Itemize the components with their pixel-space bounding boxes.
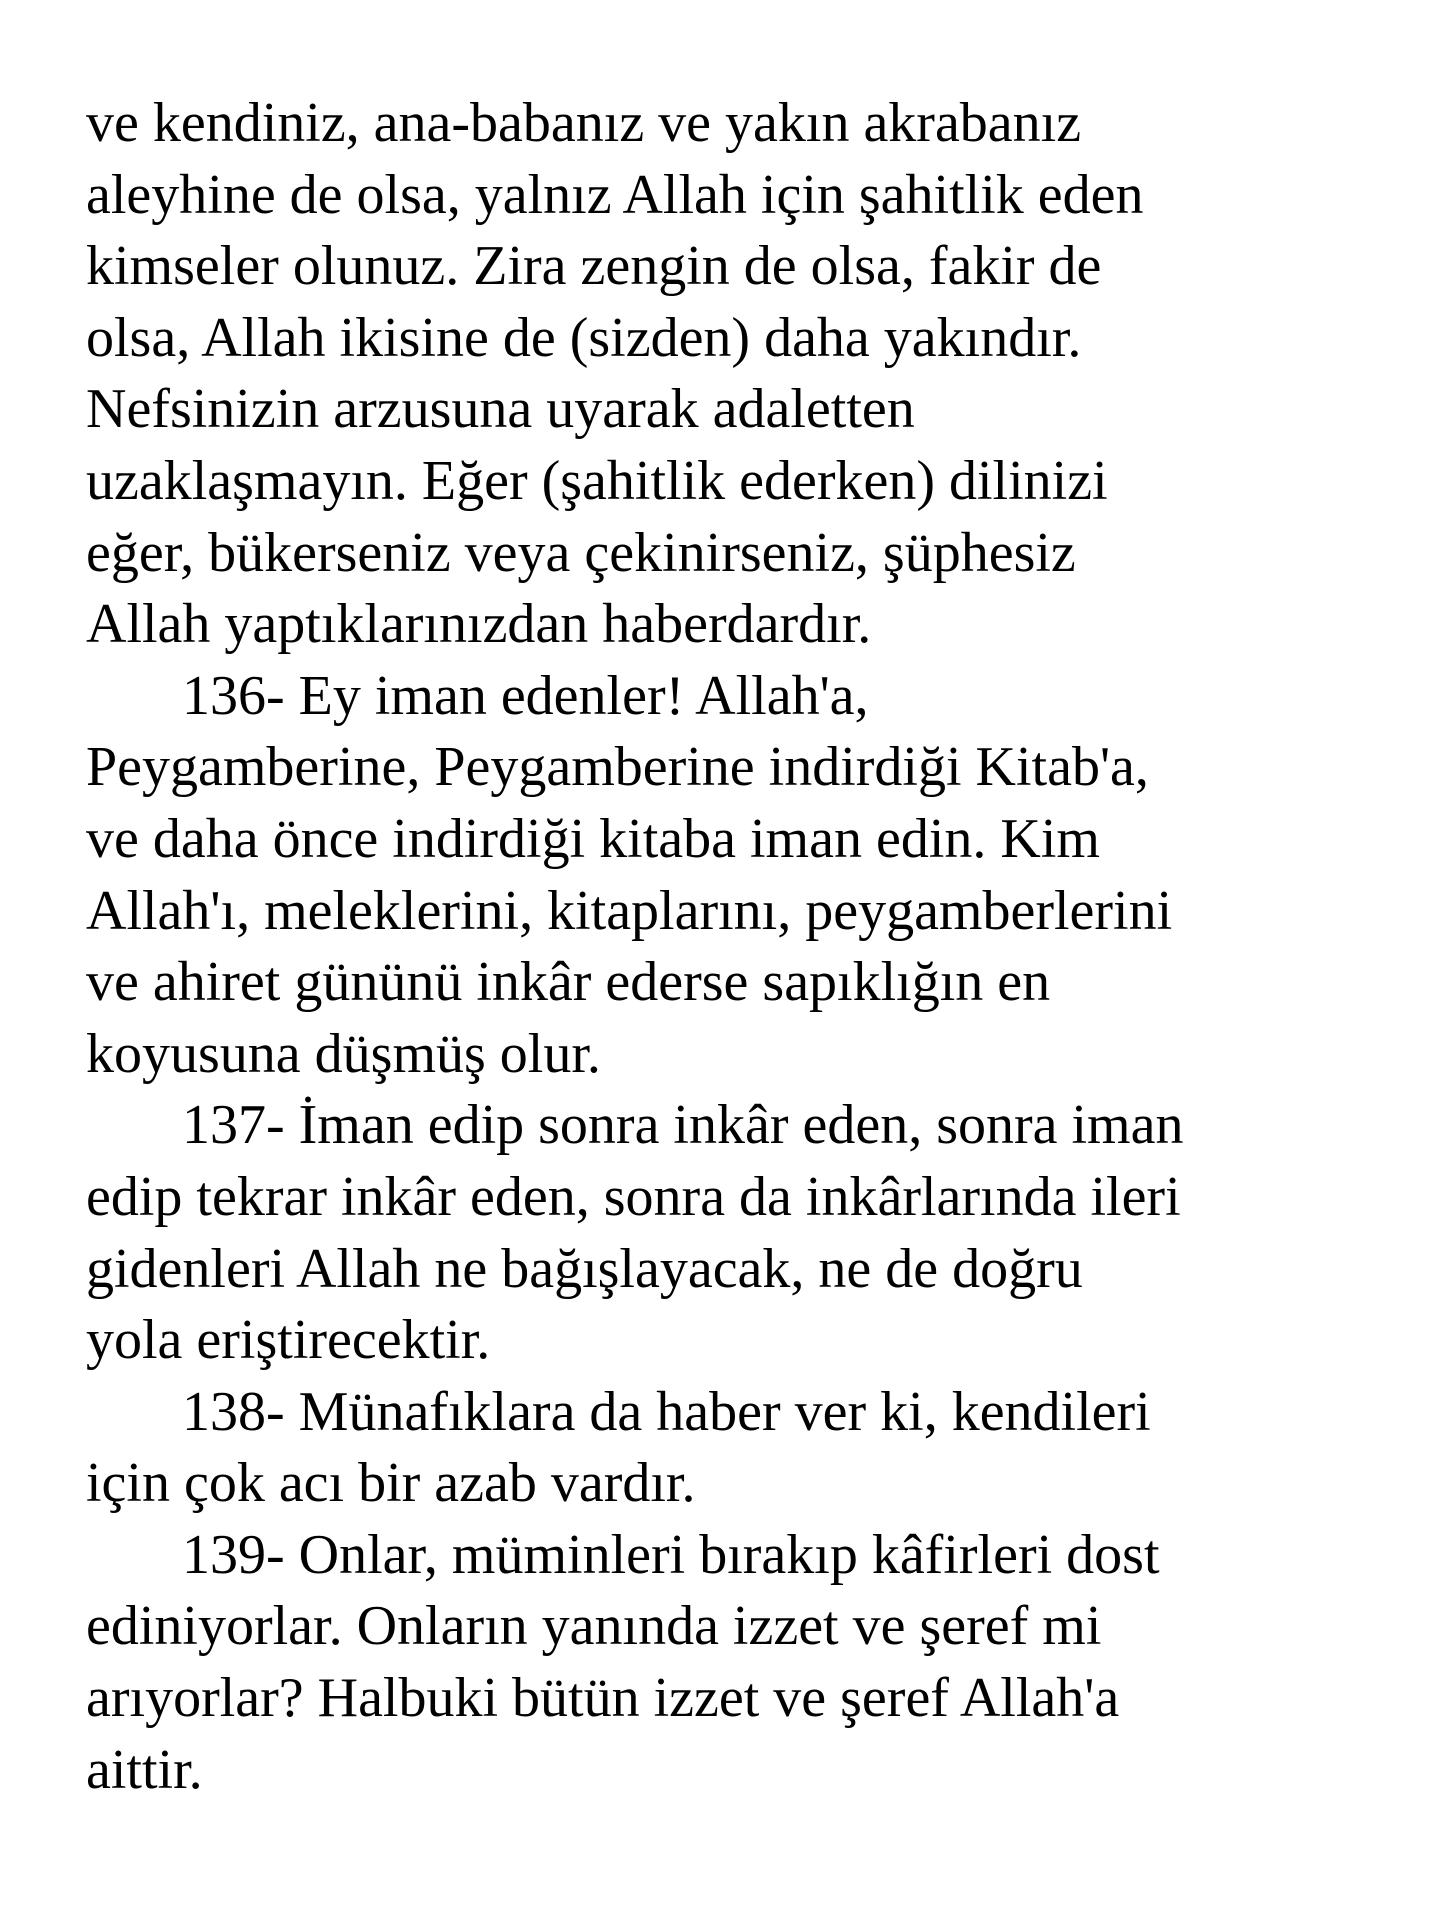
text-line: uzaklaşmayın. Eğer (şahitlik ederken) dilinizi xyxy=(86,449,1108,512)
text-line: aittir. xyxy=(86,1738,203,1801)
text-line: ediniyorlar. Onların yanında izzet ve şeref mi xyxy=(86,1595,1102,1658)
verse-138-start: 138- Münafıklara da haber ver ki, kendileri xyxy=(182,1380,1151,1443)
text-line: ve ahiret gününü inkâr ederse sapıklığın en xyxy=(86,951,1051,1014)
text-line: Nefsinizin arzusuna uyarak adaletten xyxy=(86,378,915,441)
text-line: aleyhine de olsa, yalnız Allah için şahitlik eden xyxy=(86,163,1144,226)
text-line: Allah'ı, meleklerini, kitaplarını, peygamberlerini xyxy=(86,879,1173,942)
text-line: kimseler olunuz. Zira zengin de olsa, fakir de xyxy=(86,235,1102,298)
text-line: Peygamberine, Peygamberine indirdiği Kitab'a, xyxy=(86,736,1149,799)
text-line: olsa, Allah ikisine de (sizden) daha yakındır. xyxy=(86,306,1082,369)
text-line: edip tekrar inkâr eden, sonra da inkârlarında ileri xyxy=(86,1165,1181,1228)
verse-139-start: 139- Onlar, müminleri bırakıp kâfirleri dost xyxy=(182,1523,1160,1586)
text-line: ve kendiniz, ana-babanız ve yakın akrabanız xyxy=(86,92,1082,154)
text-line: yola eriştirecektir. xyxy=(86,1309,491,1372)
verse-136-start: 136- Ey iman edenler! Allah'a, xyxy=(182,664,869,727)
text-line: ve daha önce indirdiği kitaba iman edin. Kim xyxy=(86,807,1100,870)
text-line: eğer, bükerseniz veya çekinirseniz, şüphesiz xyxy=(86,521,1076,584)
text-line: koyusuna düşmüş olur. xyxy=(86,1022,601,1085)
document-page xyxy=(86,88,1406,1806)
text-line: Allah yaptıklarınızdan haberdardır. xyxy=(86,593,872,656)
verse-137-start: 137- İman edip sonra inkâr eden, sonra iman xyxy=(182,1094,1184,1157)
text-line: için çok acı bir azab vardır. xyxy=(86,1452,696,1515)
text-line: arıyorlar? Halbuki bütün izzet ve şeref Allah'a xyxy=(86,1667,1120,1730)
text-line: gidenleri Allah ne bağışlayacak, ne de doğru xyxy=(86,1237,1083,1300)
